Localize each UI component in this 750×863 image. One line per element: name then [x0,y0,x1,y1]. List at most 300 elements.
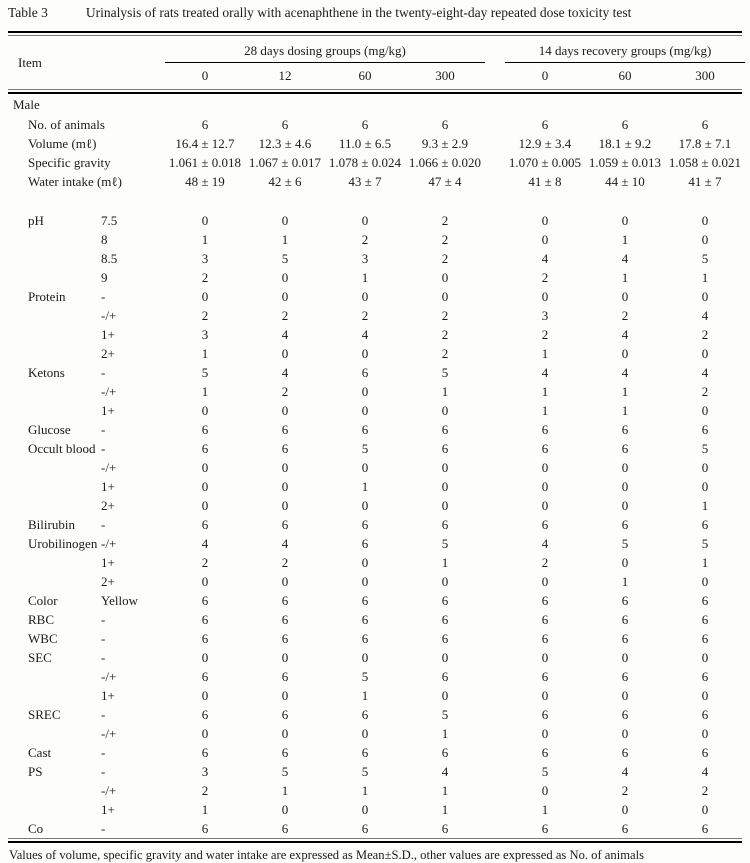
row-sub-label: - [101,365,106,380]
value-cell: 0 [621,726,629,741]
value-cell: 0 [361,460,369,475]
value-cell: 6 [281,612,289,627]
value-cell: 0 [281,498,289,513]
value-cell: 0 [541,726,549,741]
row-sub-label: -/+ [101,536,117,551]
column-group-dosing: 28 days dosing groups (mg/kg) [165,36,485,63]
value-cell: 6 [281,707,289,722]
value-cell: 6 [541,422,549,437]
value-cell: 0 [621,460,629,475]
row-sub-label: - [101,764,106,779]
value-cell: 0 [441,688,449,703]
value-cell: 0 [361,498,369,513]
value-cell: 4 [281,536,289,551]
value-cell: 0 [701,289,709,304]
value-cell: 2 [281,384,289,399]
row-item-label [8,230,100,249]
value-cell: 0 [281,403,289,418]
value-cell: 5 [361,669,369,684]
row-sub-label: - [101,631,106,646]
table-row [8,420,742,439]
row-sub-label: 2+ [101,498,115,513]
table-body [8,94,742,838]
table-row [8,134,742,153]
value-cell: 1.058 ± 0.021 [668,155,742,170]
value-cell: 0 [441,460,449,475]
value-cell: 1 [621,403,629,418]
row-item-label: Occult blood [28,441,96,456]
value-cell: 6 [441,517,449,532]
value-cell: 6 [621,117,629,132]
value-cell: 42 ± 6 [268,174,302,189]
row-item-label [8,401,100,420]
value-cell: 0 [361,213,369,228]
value-cell: 3 [541,308,549,323]
value-cell: 6 [201,612,209,627]
value-cell: 1 [361,270,369,285]
row-sub-label: - [101,707,106,722]
value-cell: 0 [701,213,709,228]
value-cell: 0 [541,479,549,494]
row-sub-label: - [101,422,106,437]
table-title: Urinalysis of rats treated orally with acenaphthene in the twenty-eight-day repeated dose toxicity test [85,5,632,20]
value-cell: 1 [361,479,369,494]
value-cell: 0 [441,498,449,513]
value-cell: 2 [201,783,209,798]
value-cell: 0 [441,650,449,665]
value-cell: 2 [361,232,369,247]
value-cell: 1 [441,384,449,399]
value-cell: 0 [281,289,289,304]
value-cell: 0 [281,213,289,228]
value-cell: 6 [621,441,629,456]
row-item-label: Bilirubin [28,517,75,532]
value-cell: 0 [281,574,289,589]
value-cell: 0 [201,726,209,741]
row-item-label: Specific gravity [28,155,111,170]
value-cell: 1 [701,555,709,570]
value-cell: 0 [361,802,369,817]
table-number: Table 3 [8,5,48,20]
value-cell: 2 [281,555,289,570]
value-cell: 0 [201,479,209,494]
value-cell: 1 [621,574,629,589]
value-cell: 0 [441,270,449,285]
row-item-label: Protein [28,289,66,304]
value-cell: 6 [361,745,369,760]
value-cell: 6 [541,631,549,646]
value-cell: 0 [701,650,709,665]
value-cell: 6 [541,612,549,627]
value-cell: 6 [201,745,209,760]
value-cell: 0 [701,346,709,361]
row-sub-label: 1+ [101,802,115,817]
value-cell: 0 [281,726,289,741]
value-cell: 6 [441,593,449,608]
value-cell: 2 [701,783,709,798]
value-cell: 0 [361,574,369,589]
row-sub-label: - [101,517,106,532]
value-cell: 4 [701,308,709,323]
value-cell: 2 [361,308,369,323]
value-cell: 6 [361,593,369,608]
row-item-label [8,496,100,515]
value-cell: 1 [541,802,549,817]
value-cell: 0 [621,289,629,304]
row-sub-label: 1+ [101,403,115,418]
value-cell: 5 [441,536,449,551]
value-cell: 4 [441,764,449,779]
value-cell: 6 [361,117,369,132]
value-cell: 2 [281,308,289,323]
value-cell: 4 [281,327,289,342]
value-cell: 0 [281,688,289,703]
value-cell: 0 [541,213,549,228]
value-cell: 6 [701,669,709,684]
value-cell: 2 [201,555,209,570]
value-cell: 1.059 ± 0.013 [588,155,662,170]
value-cell: 4 [541,251,549,266]
value-cell: 6 [441,612,449,627]
value-cell: 1 [281,232,289,247]
value-cell: 2 [701,327,709,342]
value-cell: 6 [621,422,629,437]
value-cell: 2 [441,327,449,342]
value-cell: 0 [201,650,209,665]
value-cell: 5 [701,251,709,266]
row-item-label [8,553,100,572]
row-sub-label [100,153,165,172]
value-cell: 4 [541,536,549,551]
value-cell: 1 [541,403,549,418]
value-cell: 12.9 ± 3.4 [518,136,572,151]
value-cell: 0 [701,574,709,589]
table-row [8,344,742,363]
value-cell: 5 [201,365,209,380]
value-cell: 0 [541,289,549,304]
value-cell: 3 [361,251,369,266]
table-row [8,230,742,249]
table-row [8,325,742,344]
value-cell: 0 [201,498,209,513]
row-item-label [8,781,100,800]
row-sub-label: 1+ [101,688,115,703]
table-row [8,648,742,667]
value-cell: 6 [281,441,289,456]
value-cell: 0 [541,232,549,247]
value-cell: 6 [201,593,209,608]
value-cell: 2 [201,308,209,323]
value-cell: 0 [701,479,709,494]
value-cell: 2 [201,270,209,285]
value-cell: 6 [201,517,209,532]
table-row [8,458,742,477]
table-row [8,686,742,705]
value-cell: 0 [281,650,289,665]
value-cell: 6 [201,707,209,722]
dose-header: 300 [435,68,455,83]
table-row [8,572,742,591]
value-cell: 3 [201,327,209,342]
value-cell: 5 [541,764,549,779]
table-row [8,591,742,610]
value-cell: 6 [541,117,549,132]
row-sub-label: - [101,650,106,665]
value-cell: 0 [281,346,289,361]
value-cell: 6 [541,669,549,684]
row-sub-label: 8.5 [101,251,118,266]
value-cell: 6 [281,745,289,760]
row-sub-label: -/+ [101,384,117,399]
row-sub-label: 1+ [101,555,115,570]
value-cell: 0 [361,346,369,361]
row-item-label: SEC [28,650,52,665]
table-row [8,610,742,629]
value-cell: 0 [281,479,289,494]
value-cell: 6 [361,707,369,722]
value-cell: 0 [621,479,629,494]
table-row [8,477,742,496]
value-cell: 1 [201,232,209,247]
row-sub-label: 8 [101,232,108,247]
value-cell: 0 [541,650,549,665]
table-row [8,496,742,515]
value-cell: 1.070 ± 0.005 [508,155,582,170]
dose-header: 0 [541,68,549,83]
value-cell: 17.8 ± 7.1 [678,136,732,151]
table-header [8,36,742,89]
value-cell: 5 [361,441,369,456]
row-item-label [8,800,100,819]
value-cell: 2 [621,783,629,798]
table-row [8,534,742,553]
row-item-label [8,249,100,268]
row-sub-label: -/+ [101,669,117,684]
row-item-label [8,344,100,363]
table-row [8,401,742,420]
value-cell: 5 [361,764,369,779]
row-sub-label: 2+ [101,574,115,589]
row-item-label [8,667,100,686]
value-cell: 1.067 ± 0.017 [248,155,322,170]
value-cell: 12.3 ± 4.6 [258,136,312,151]
value-cell: 18.1 ± 9.2 [598,136,652,151]
table-row [8,629,742,648]
value-cell: 6 [281,517,289,532]
value-cell: 0 [701,688,709,703]
value-cell: 0 [441,574,449,589]
value-cell: 1 [441,783,449,798]
value-cell: 4 [281,365,289,380]
value-cell: 1 [621,232,629,247]
value-cell: 6 [361,821,369,836]
row-sub-label: 2+ [101,346,115,361]
table-row [8,439,742,458]
value-cell: 4 [701,365,709,380]
value-cell: 0 [541,783,549,798]
value-cell: 2 [441,251,449,266]
row-sub-label: -/+ [101,308,117,323]
value-cell: 6 [701,117,709,132]
value-cell: 0 [441,479,449,494]
value-cell: 6 [621,593,629,608]
value-cell: 6 [441,441,449,456]
value-cell: 0 [201,688,209,703]
table-row [8,553,742,572]
value-cell: 6 [361,422,369,437]
value-cell: 0 [361,650,369,665]
value-cell: 6 [701,821,709,836]
value-cell: 6 [541,441,549,456]
row-item-label: Color [28,593,58,608]
value-cell: 43 ± 7 [348,174,382,189]
row-sub-label: 7.5 [101,213,118,228]
value-cell: 6 [361,612,369,627]
value-cell: 0 [621,650,629,665]
row-sub-label [100,115,165,134]
value-cell: 6 [621,707,629,722]
value-cell: 2 [621,308,629,323]
value-cell: 5 [701,441,709,456]
row-item-label: Volume (mℓ) [28,136,97,151]
value-cell: 0 [541,688,549,703]
row-sub-label: - [101,821,106,836]
value-cell: 2 [441,346,449,361]
value-cell: 4 [621,365,629,380]
value-cell: 44 ± 10 [605,174,645,189]
value-cell: 0 [201,574,209,589]
value-cell: 6 [201,631,209,646]
value-cell: 0 [701,232,709,247]
value-cell: 6 [361,631,369,646]
row-item-label [8,572,100,591]
value-cell: 0 [361,726,369,741]
row-item-label [8,325,100,344]
value-cell: 6 [541,593,549,608]
value-cell: 1 [201,802,209,817]
value-cell: 1 [441,802,449,817]
value-cell: 6 [281,593,289,608]
value-cell: 1 [441,555,449,570]
row-item-label [8,268,100,287]
male-summary-rows [8,115,742,191]
value-cell: 6 [621,631,629,646]
value-cell: 2 [541,327,549,342]
value-cell: 0 [621,802,629,817]
row-sub-label: 1+ [101,479,115,494]
value-cell: 6 [201,669,209,684]
value-cell: 6 [701,612,709,627]
value-cell: 0 [441,289,449,304]
value-cell: 1 [621,384,629,399]
value-cell: 6 [541,745,549,760]
row-sub-label: -/+ [101,726,117,741]
table-row [8,363,742,382]
table-row [8,724,742,743]
value-cell: 4 [701,764,709,779]
value-cell: 5 [281,251,289,266]
value-cell: 6 [281,631,289,646]
value-cell: 6 [201,422,209,437]
value-cell: 0 [541,460,549,475]
value-cell: 4 [201,536,209,551]
table-row [8,306,742,325]
value-cell: 6 [441,669,449,684]
value-cell: 0 [621,346,629,361]
value-cell: 6 [361,536,369,551]
value-cell: 1 [361,783,369,798]
value-cell: 6 [701,517,709,532]
value-cell: 47 ± 4 [428,174,462,189]
row-item-label: RBC [28,612,55,627]
value-cell: 0 [621,555,629,570]
table-caption [8,4,742,21]
value-cell: 1 [441,726,449,741]
dose-header: 60 [618,68,632,83]
table-row [8,667,742,686]
table-row [8,705,742,724]
table-row [8,781,742,800]
value-cell: 0 [701,726,709,741]
value-cell: 6 [281,422,289,437]
row-item-label: pH [28,213,44,228]
row-item-label: Urobilinogen [28,536,98,551]
value-cell: 0 [201,460,209,475]
value-cell: 1.061 ± 0.018 [168,155,242,170]
value-cell: 6 [201,821,209,836]
value-cell: 0 [621,498,629,513]
value-cell: 6 [441,631,449,646]
table-footnote: Values of volume, specific gravity and water intake are expressed as Mean±S.D., other values are expressed as No. of animals [9,848,644,862]
value-cell: 5 [281,764,289,779]
value-cell: 2 [441,213,449,228]
value-cell: 0 [201,213,209,228]
dose-header: 12 [278,68,292,83]
value-cell: 6 [281,669,289,684]
value-cell: 2 [541,270,549,285]
value-cell: 0 [361,555,369,570]
value-cell: 6 [621,517,629,532]
value-cell: 6 [701,707,709,722]
value-cell: 6 [441,117,449,132]
row-item-label: Cast [28,745,52,760]
table-row [8,153,742,172]
value-cell: 0 [541,498,549,513]
table-row [8,287,742,306]
table-row [8,382,742,401]
value-cell: 6 [541,517,549,532]
value-cell: 0 [281,270,289,285]
value-cell: 6 [281,821,289,836]
value-cell: 1 [201,346,209,361]
row-item-label [8,724,100,743]
column-header-item: Item [18,54,42,70]
table-row [8,172,742,191]
value-cell: 6 [201,441,209,456]
row-item-label: Ketons [28,365,65,380]
value-cell: 0 [281,802,289,817]
value-cell: 16.4 ± 12.7 [175,136,235,151]
value-cell: 1 [701,270,709,285]
value-cell: 4 [361,327,369,342]
row-sub-label [100,172,165,191]
dose-header: 60 [358,68,372,83]
value-cell: 0 [201,403,209,418]
value-cell: 1 [621,270,629,285]
value-cell: 4 [621,764,629,779]
value-cell: 1 [361,688,369,703]
row-item-label: Glucose [28,422,71,437]
